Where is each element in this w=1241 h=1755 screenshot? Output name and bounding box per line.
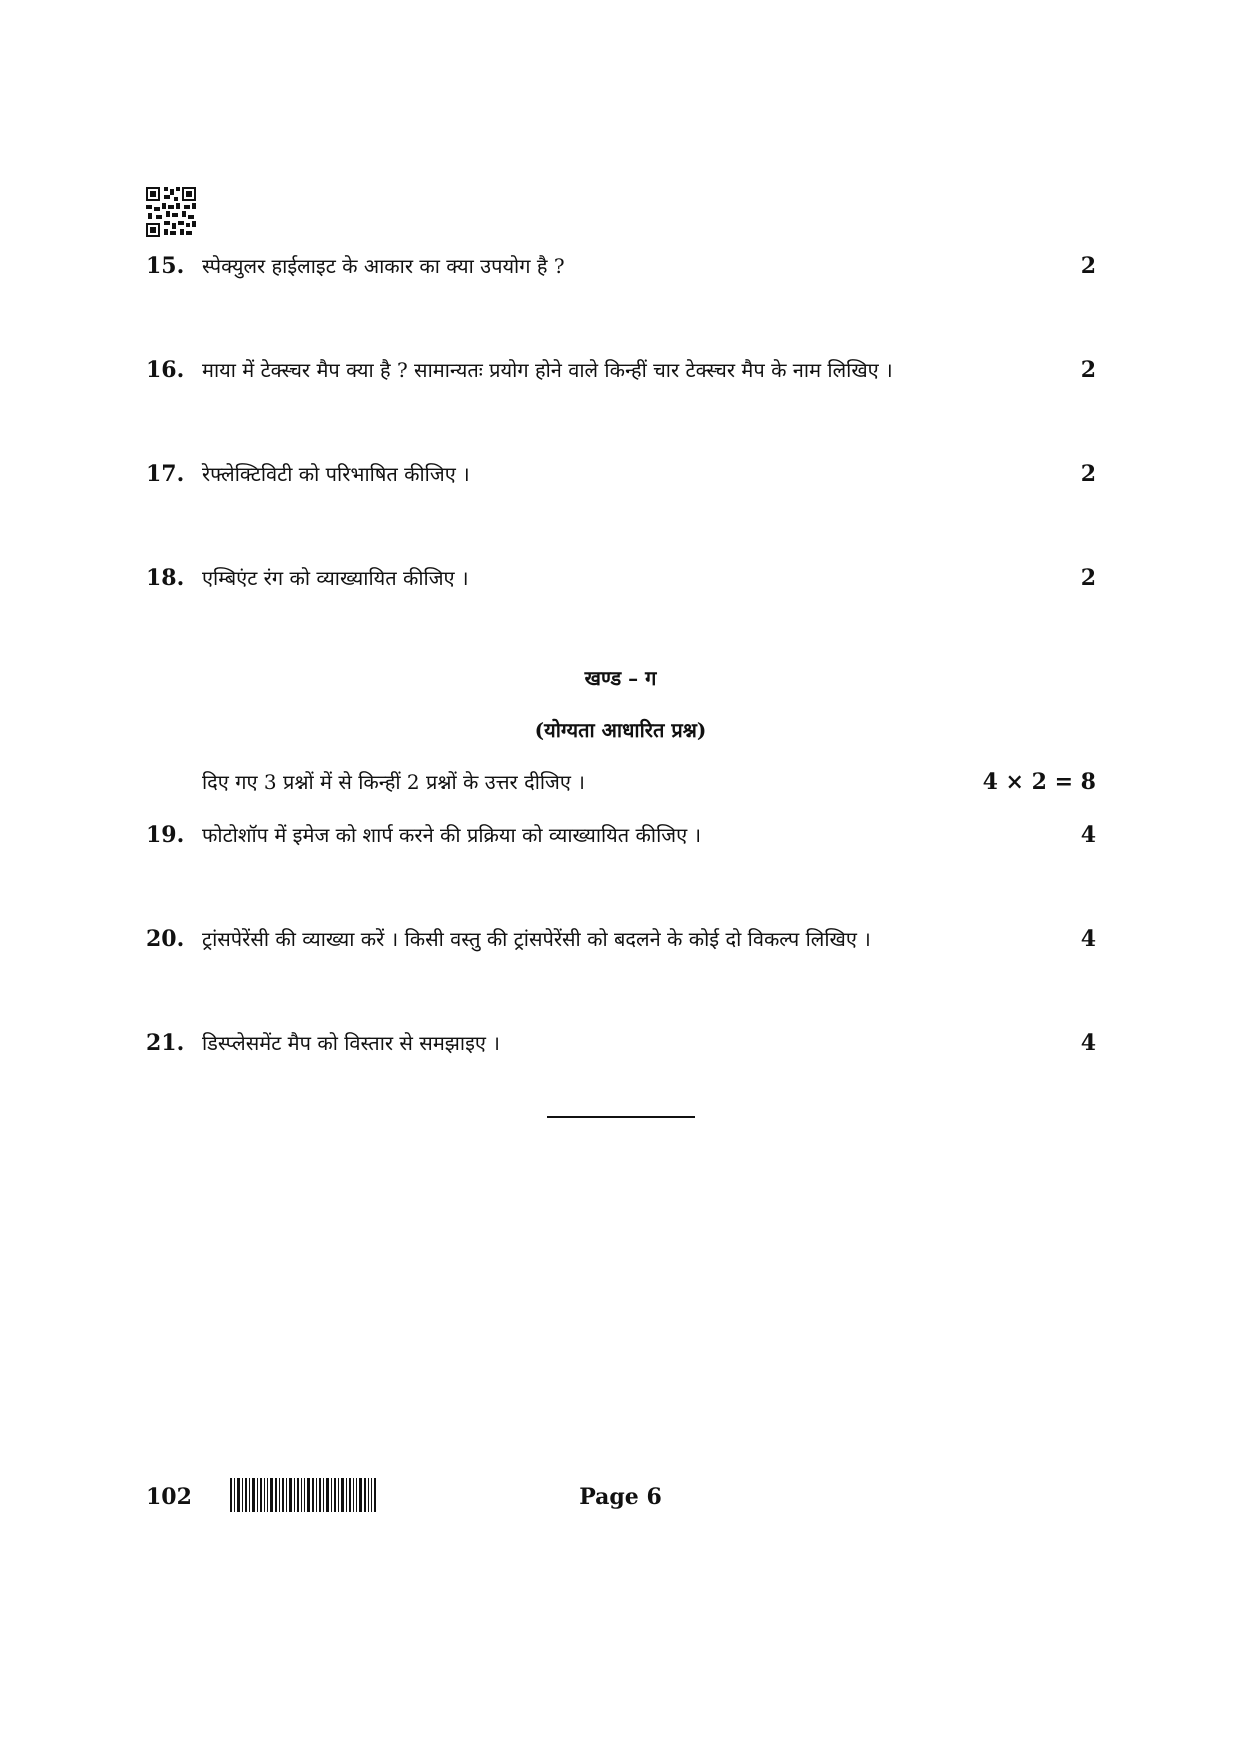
question-20 — [146, 919, 1096, 959]
question-marks: 4 — [1080, 1030, 1096, 1056]
question-number: 21. — [146, 1030, 185, 1056]
section-subtitle: (योग्यता आधारित प्रश्न) — [534, 718, 707, 742]
question-number: 19. — [146, 822, 185, 848]
question-19 — [146, 815, 1096, 855]
instruction-text: दिए गए 3 प्रश्नों में से किन्हीं 2 प्रश्नों के उत्तर दीजिए । — [202, 770, 585, 794]
question-marks: 4 — [1080, 926, 1096, 952]
question-marks: 2 — [1080, 253, 1096, 279]
question-text: माया में टेक्स्चर मैप क्या है ? सामान्यतः प्रयोग होने वाले किन्हीं चार टेक्स्चर मैप के नाम लिखिए । — [202, 358, 893, 382]
page-number: Page 6 — [579, 1484, 662, 1510]
question-text: फोटोशॉप में इमेज को शार्प करने की प्रक्रिया को व्याख्यायित कीजिए । — [202, 823, 702, 847]
question-marks: 2 — [1080, 565, 1096, 591]
section-title: खण्ड – ग — [584, 666, 657, 690]
question-number: 15. — [146, 253, 185, 279]
end-rule — [547, 1116, 695, 1118]
question-text: एम्बिएंट रंग को व्याख्यायित कीजिए । — [202, 566, 469, 590]
question-text: ट्रांसपेरेंसी की व्याख्या करें । किसी वस्तु की ट्रांसपेरेंसी को बदलने के कोई दो विकल्प लिखिए । — [202, 927, 871, 951]
question-number: 16. — [146, 357, 185, 383]
question-text: रेफ्लेक्टिविटी को परिभाषित कीजिए । — [202, 462, 470, 486]
question-marks: 4 — [1080, 822, 1096, 848]
question-text: स्पेक्युलर हाईलाइट के आकार का क्या उपयोग है ? — [202, 254, 565, 278]
instruction-marks: 4 × 2 = 8 — [982, 769, 1096, 795]
paper-code: 102 — [146, 1484, 192, 1510]
question-number: 18. — [146, 565, 185, 591]
question-15 — [146, 246, 1096, 286]
question-17 — [146, 454, 1096, 494]
question-number: 17. — [146, 461, 185, 487]
question-21 — [146, 1023, 1096, 1063]
qr-code-icon — [146, 187, 196, 237]
question-marks: 2 — [1080, 357, 1096, 383]
section-instruction — [202, 762, 1096, 802]
question-18 — [146, 558, 1096, 598]
question-number: 20. — [146, 926, 185, 952]
question-text: डिस्प्लेसमेंट मैप को विस्तार से समझाइए । — [202, 1031, 500, 1055]
question-16 — [146, 350, 1096, 390]
question-marks: 2 — [1080, 461, 1096, 487]
